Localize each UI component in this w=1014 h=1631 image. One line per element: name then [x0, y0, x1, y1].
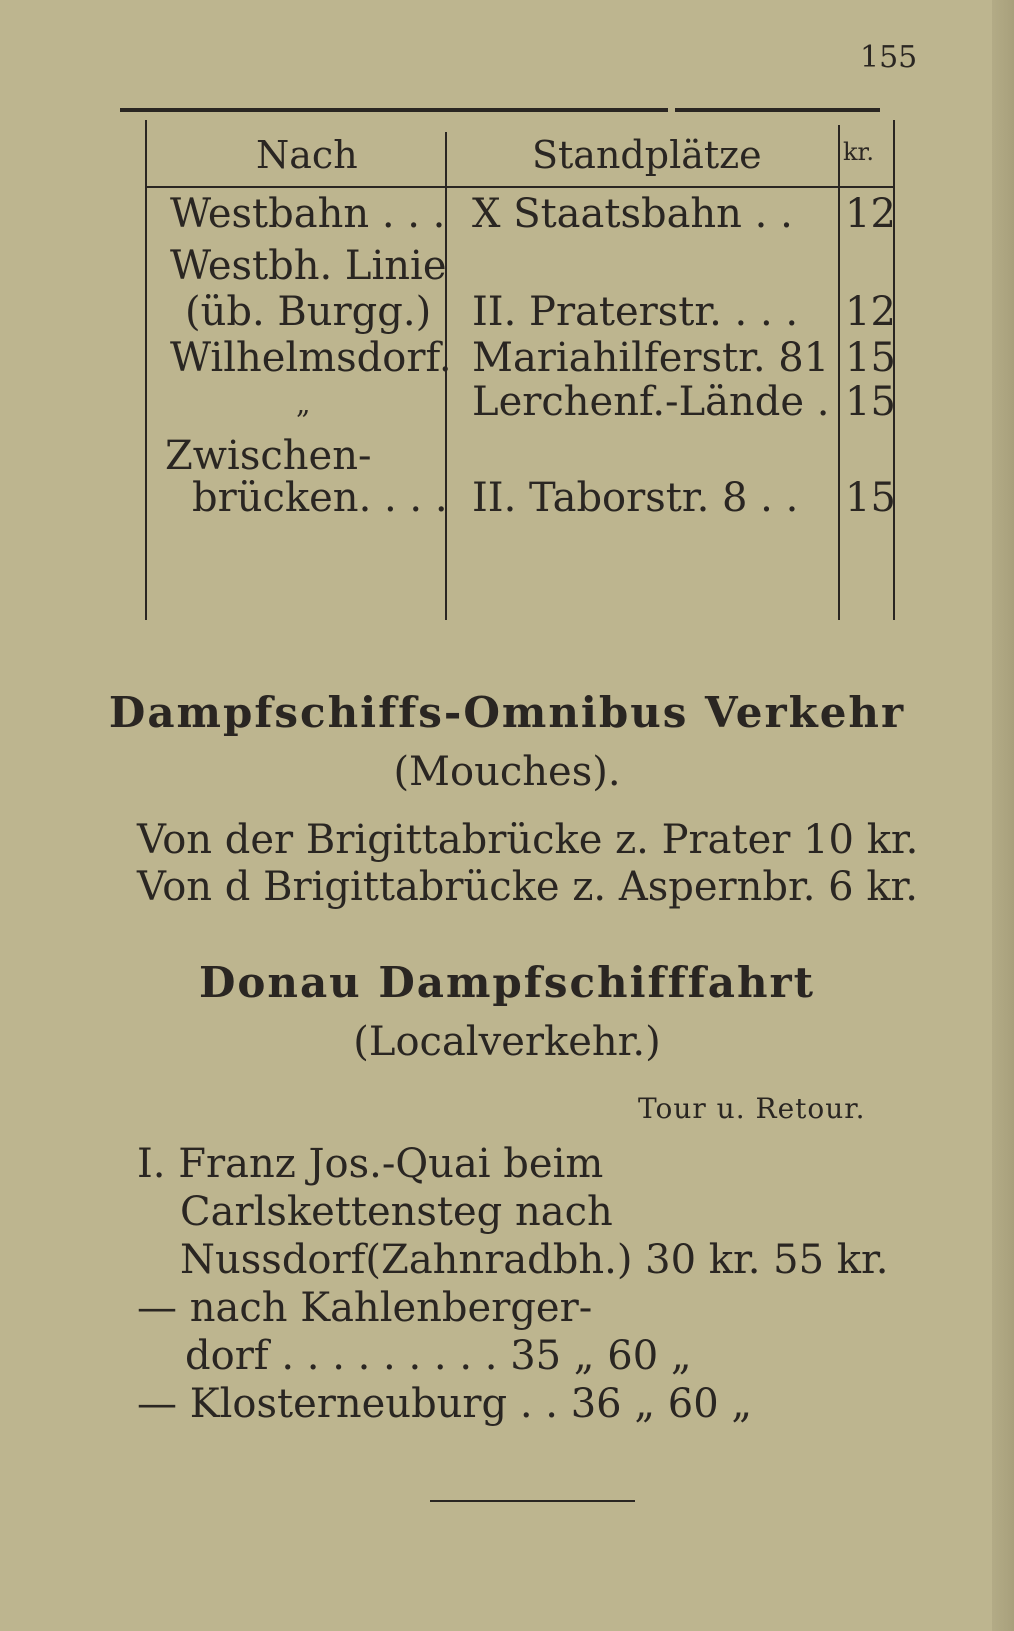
table-cell-kr: 12 [845, 191, 896, 237]
page-edge [992, 0, 1014, 1631]
bottom-rule [430, 1500, 635, 1502]
table-cell-kr: 15 [845, 379, 896, 425]
table-border-left [145, 120, 147, 620]
table-cell-nach: Westbahn . . . [170, 191, 446, 237]
table-cell-nach: Wilhelmsdorf. [170, 335, 452, 381]
table-cell-kr: 12 [845, 289, 896, 335]
table-cell-nach: (üb. Burgg.) [185, 289, 432, 335]
table-cell-nach: Westbh. Linie [170, 243, 447, 289]
fare-line: dorf . . . . . . . . . 35 „ 60 „ [185, 1333, 692, 1379]
top-rule-right [675, 108, 880, 112]
table-cell-nach: Zwischen- [165, 433, 372, 479]
table-cell-kr: 15 [845, 335, 896, 381]
top-rule-left [120, 108, 668, 112]
header-nach: Nach [256, 133, 358, 177]
fare-line: I. Franz Jos.-Quai beim [137, 1141, 604, 1187]
table-cell-standplatz: Mariahilferstr. 81 [472, 335, 830, 381]
table-header-rule [147, 186, 893, 188]
fare-line: Carlskettensteg nach [180, 1189, 613, 1235]
table-cell-nach: „ [296, 387, 311, 420]
section-title-donau-dampfschifffahrt: Donau Dampfschifffahrt [198, 958, 816, 1007]
table-cell-standplatz: Lerchenf.-Lände . [472, 379, 830, 425]
route-line: Von d Brigittabrücke z. Aspernbr. 6 kr. [137, 864, 918, 910]
page-number: 155 [860, 40, 918, 75]
table-cell-standplatz: II. Taborstr. 8 . . [472, 475, 799, 521]
header-kr: kr. [843, 138, 875, 166]
section-subtitle-localverkehr: (Localverkehr.) [353, 1019, 661, 1065]
fare-line: — nach Kahlenberger- [137, 1285, 593, 1331]
table-cell-kr: 15 [845, 475, 896, 521]
fare-line: Nussdorf(Zahnradbh.) 30 kr. 55 kr. [180, 1237, 889, 1283]
table-cell-standplatz: II. Praterstr. . . . [472, 289, 799, 335]
section-title-dampfschiffs-omnibus: Dampfschiffs-Omnibus Verkehr [108, 688, 906, 737]
fare-line: — Klosterneuburg . . 36 „ 60 „ [137, 1381, 753, 1427]
table-cell-nach: brücken. . . . [192, 475, 448, 521]
header-standplaetze: Standplätze [532, 133, 762, 177]
section-subtitle-mouches: (Mouches). [393, 749, 621, 795]
route-line: Von der Brigittabrücke z. Prater 10 kr. [137, 817, 919, 863]
table-cell-standplatz: X Staatsbahn . . [472, 191, 793, 237]
table-divider-2 [838, 125, 840, 620]
fare-column-header: Tour u. Retour. [638, 1092, 866, 1125]
